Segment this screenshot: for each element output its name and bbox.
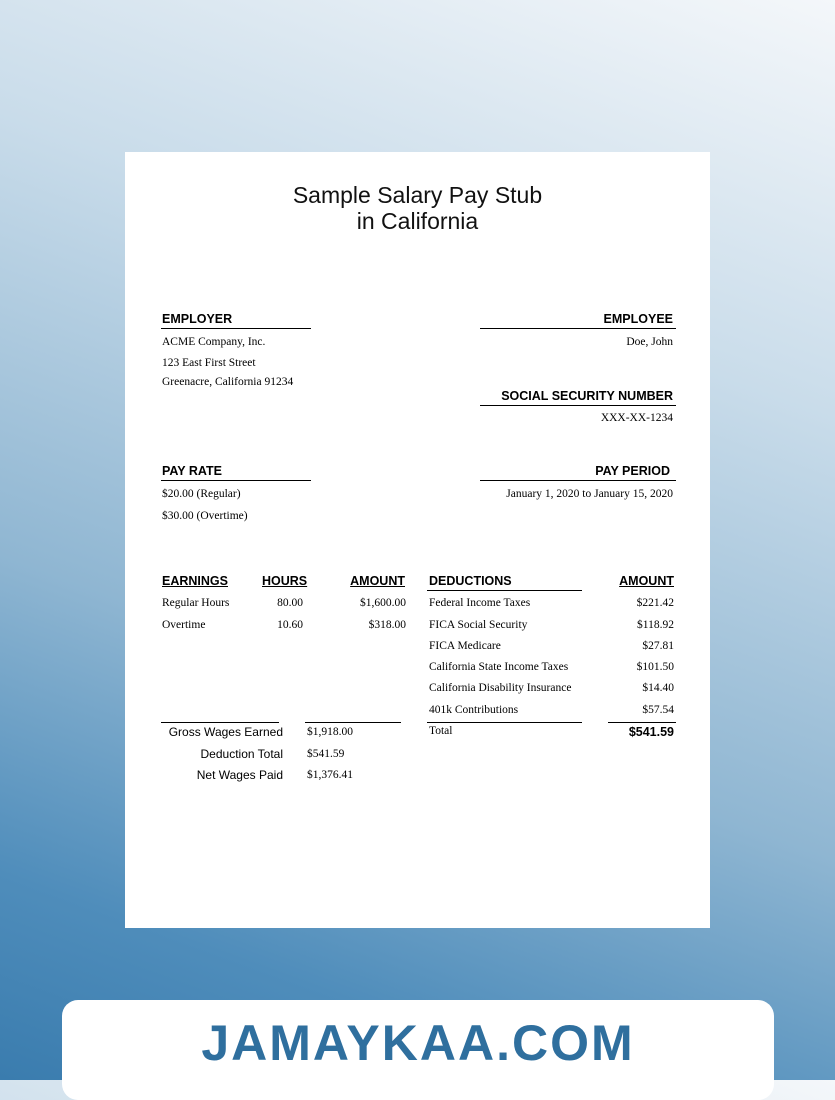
employer-label: EMPLOYER (162, 312, 233, 326)
deductions-header-rule (427, 590, 582, 591)
deduction-total-value: $541.59 (307, 748, 345, 760)
deductions-total-label: Total (429, 725, 453, 737)
deduction-row-label: California State Income Taxes (429, 661, 569, 673)
deductions-amount-header: AMOUNT (619, 574, 674, 588)
deduction-row-amount: $27.81 (642, 640, 674, 652)
pay-stub-document (125, 152, 710, 928)
ssn-label: SOCIAL SECURITY NUMBER (501, 389, 673, 403)
earnings-row-amount: $1,600.00 (360, 597, 406, 609)
pay-period-rule (480, 480, 676, 481)
pay-period-value: January 1, 2020 to January 15, 2020 (506, 488, 673, 500)
deduction-row-amount: $118.92 (637, 619, 674, 631)
earnings-row-hours: 10.60 (277, 619, 303, 631)
earnings-amount-header: AMOUNT (350, 574, 405, 588)
deduction-row-amount: $14.40 (642, 682, 674, 694)
deductions-total-rule (427, 722, 582, 723)
employee-name: Doe, John (626, 336, 673, 348)
pay-rate-rule (161, 480, 311, 481)
gross-value-rule (305, 722, 401, 723)
deductions-total-value: $541.59 (628, 725, 674, 739)
deductions-header: DEDUCTIONS (429, 574, 512, 588)
gross-wages-value: $1,918.00 (307, 726, 353, 738)
document-title-line2: in California (356, 208, 479, 234)
deduction-total-label: Deduction Total (200, 747, 283, 761)
net-wages-label: Net Wages Paid (196, 768, 283, 782)
ssn-value: XXX-XX-1234 (600, 412, 673, 424)
hours-header: HOURS (262, 574, 308, 588)
deduction-row-label: Federal Income Taxes (429, 597, 531, 609)
deduction-row-label: FICA Medicare (429, 640, 501, 652)
employer-name: ACME Company, Inc. (162, 336, 266, 348)
earnings-row-hours: 80.00 (277, 597, 303, 609)
net-wages-value: $1,376.41 (307, 769, 353, 781)
employer-rule (161, 328, 311, 329)
watermark-banner (62, 1000, 774, 1100)
ssn-rule (480, 405, 676, 406)
watermark-logo: JAMAYKAA.COM (201, 1015, 635, 1071)
earnings-row-label: Overtime (162, 619, 206, 631)
document-title-line1: Sample Salary Pay Stub (292, 182, 543, 208)
employee-rule (480, 328, 676, 329)
deduction-row-label: 401k Contributions (429, 704, 519, 716)
gross-wages-label: Gross Wages Earned (168, 725, 283, 739)
deduction-row-label: FICA Social Security (429, 619, 528, 631)
pay-rate-label: PAY RATE (162, 464, 222, 478)
pay-rate-overtime: $30.00 (Overtime) (162, 510, 248, 522)
deductions-amount-total-rule (608, 722, 676, 723)
employee-label: EMPLOYEE (603, 312, 673, 326)
earnings-row-label: Regular Hours (162, 597, 230, 609)
pay-period-label: PAY PERIOD (595, 464, 670, 478)
employer-address1: 123 East First Street (162, 357, 256, 369)
gross-label-rule (161, 722, 279, 723)
deduction-row-label: California Disability Insurance (429, 682, 572, 694)
earnings-header: EARNINGS (162, 574, 228, 588)
deduction-row-amount: $221.42 (636, 597, 674, 609)
employer-address2: Greenacre, California 91234 (162, 376, 294, 388)
deduction-row-amount: $57.54 (642, 704, 674, 716)
pay-rate-regular: $20.00 (Regular) (162, 488, 241, 500)
deduction-row-amount: $101.50 (636, 661, 674, 673)
earnings-row-amount: $318.00 (368, 619, 406, 631)
